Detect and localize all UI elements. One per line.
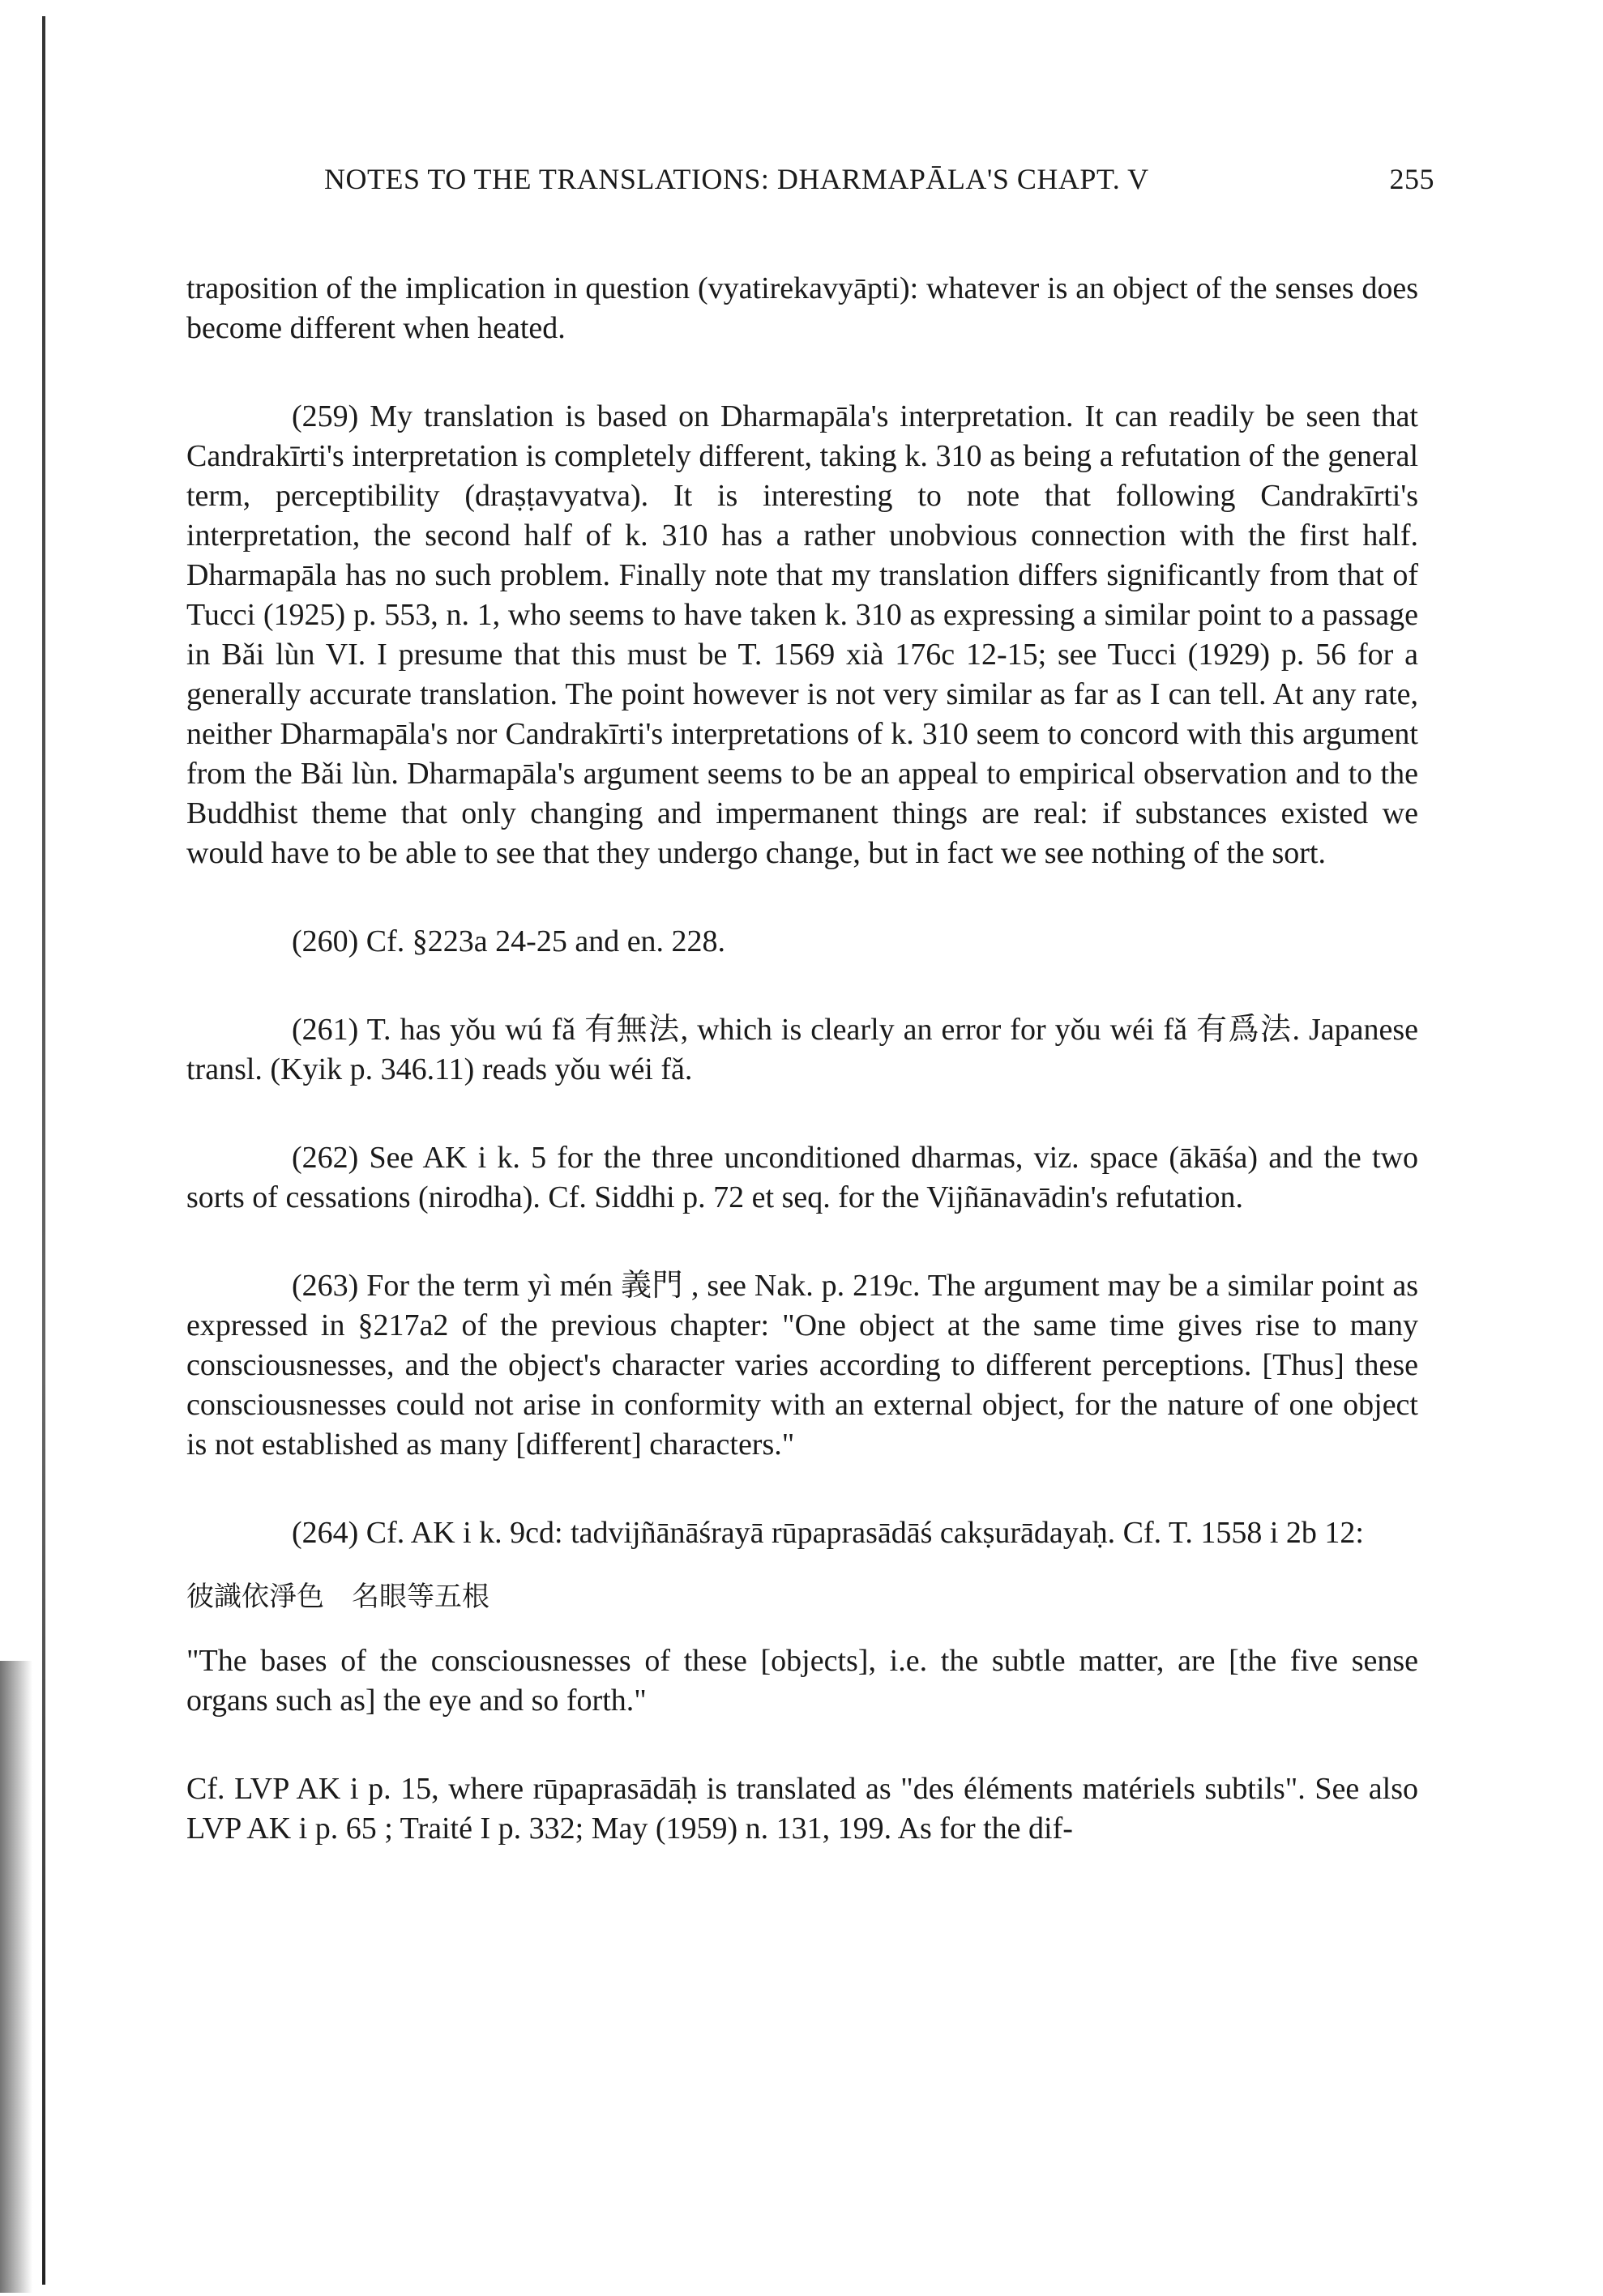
notes-body <box>186 269 1418 1849</box>
note-259: (259) My translation is based on Dharmapāla's interpretation. It can readily be seen that Candrakīrti's interpretation is completely different, taking k. 310 as being a refutation of the general term, perceptibility (draṣṭavyatva). It is interesting to note that following Candrakīrti's interpretation, the second half of k. 310 has a rather unobvious connection with the first half. Dharmapāla has no such problem. Finally note that my translation differs significantly from that of Tucci (1925) p. 553, n. 1, who seems to have taken k. 310 as expressing a similar point to a passage in Bǎi lùn VI. I presume that this must be T. 1569 xià 176c 12-15; see Tucci (1929) p. 56 for a generally accurate translation. The point however is not very similar as far as I can tell. At any rate, neither Dharmapāla's nor Candrakīrti's interpretations of k. 310 seem to concord with this argument from the Bǎi lùn. Dharmapāla's argument seems to be an appeal to empirical observation and to the Buddhist theme that only changing and impermanent things are real: if substances existed we would have to be able to see that they undergo change, but in fact we see nothing of the sort. <box>186 399 1418 870</box>
note-260: (260) Cf. §223a 24-25 and en. 228. <box>292 924 726 958</box>
running-head <box>324 162 1434 196</box>
note-264-chinese-verse: 彼識依淨色 名眼等五根 <box>186 1581 489 1613</box>
scan-edge-shadow <box>0 1661 32 2293</box>
note-262: (262) See AK i k. 5 for the three unconditioned dharmas, viz. space (ākāśa) and the two sorts of cessations (nirodha). Cf. Siddhi p. 72 et seq. for the Vijñānavādin's refutation. <box>186 1141 1418 1214</box>
note-264: (264) Cf. AK i k. 9cd: tadvijñānāśrayā rūpaprasādāś cakṣurādayaḥ. Cf. T. 1558 i 2b 12: <box>292 1516 1364 1550</box>
paragraph-continuation: traposition of the implication in question (vyatirekavyāpti): whatever is an object of the senses does become different when heated. <box>186 271 1418 345</box>
page-binding-line <box>42 16 45 2285</box>
note-263: (263) For the term yì mén 義門 , see Nak. p. 219c. The argument may be a similar point as expressed in §217a2 of the previous chapter: "One object at the same time gives rise to many consciousnesses, and the object's character varies according to different perceptions. [Thus] these consciousnesses could not arise in conformity with an external object, for the nature of one object is not established as many [different] characters." <box>186 1269 1418 1462</box>
page-number: 255 <box>1389 163 1434 195</box>
note-261: (261) T. has yǒu wú fǎ 有無法, which is clearly an error for yǒu wéi fǎ 有爲法. Japanese transl. (Kyik p. 346.11) reads yǒu wéi fǎ. <box>186 1013 1418 1086</box>
page <box>186 162 1434 1897</box>
note-264-continuation: Cf. LVP AK i p. 15, where rūpaprasādāḥ is translated as "des éléments matériels subtils". See also LVP AK i p. 65 ; Traité I p. 332; May (1959) n. 131, 199. As for the dif- <box>186 1772 1418 1846</box>
running-head-title: NOTES TO THE TRANSLATIONS: DHARMAPĀLA'S CHAPT. V <box>324 163 1149 195</box>
note-264-quote: "The bases of the consciousnesses of these [objects], i.e. the subtle matter, are [the five sense organs such as] the eye and so forth." <box>186 1644 1418 1718</box>
